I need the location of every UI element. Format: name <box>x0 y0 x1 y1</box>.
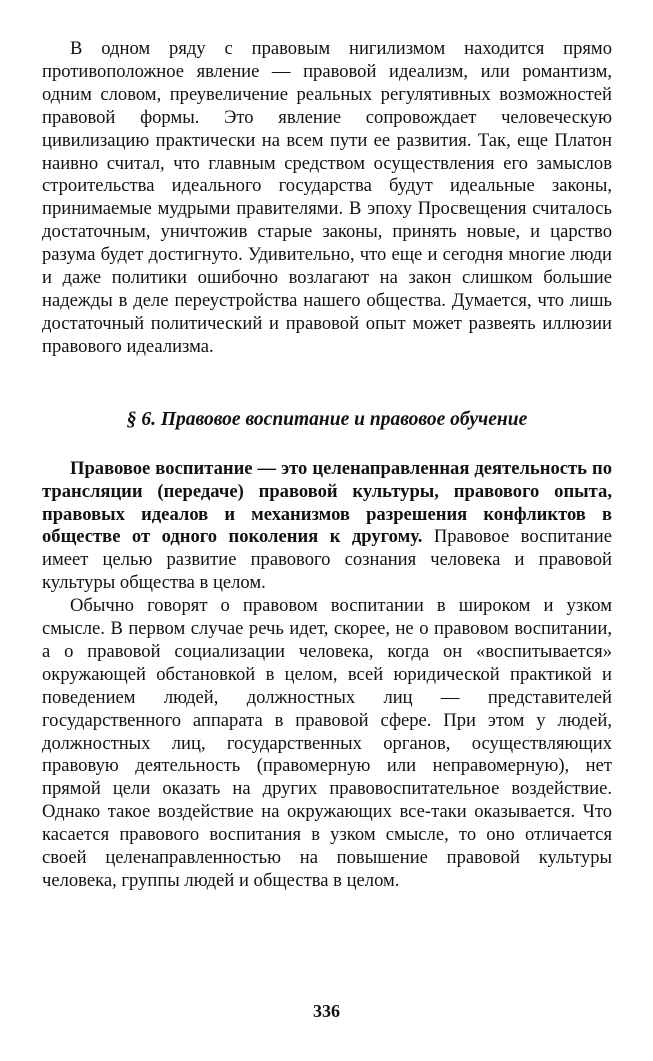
page-number: 336 <box>313 1001 340 1021</box>
section-heading: § 6. Правовое воспитание и правовое обучение <box>126 408 528 430</box>
paragraph-legal-idealism: В одном ряду с правовым нигилизмом находится прямо противоположное явление — правовой идеализм, или романтизм, одним словом, преувеличение реальных регулятивных возможностей правовой формы. Это явление сопровождает человеческую цивилизацию практически на всем пути ее развития. Так, еще Платон наивно считал, что главным средством осуществления его замыслов строительства идеального государства будут идеальные законы, принимаемые мудрыми правителями. В эпоху Просвещения считалось достаточным, уничтожив старые законы, принять новые, и царство разума будет достигнуто. Удивительно, что еще и сегодня многие люди и даже политики ошибочно возлагают на закон слишком большие надежды в деле переустройства нашего общества. Думается, что лишь достаточный политический и правовой опыт может развеять иллюзии правового идеализма. <box>42 38 612 357</box>
paragraph-broad-narrow-sense: Обычно говорят о правовом воспитании в широком и узком смысле. В первом случае речь идет, скорее, не о правовом воспитании, а о правовой социализации человека, когда он «воспитывается» окружающей обстановкой в целом, всей юридической практикой и поведением людей, должностных лиц — представителей государственного аппарата в правовой сфере. При этом у людей, должностных лиц, государственных органов, осуществляющих правовую деятельность (правомерную или неправомерную), нет прямой цели оказать на других правовоспитательное воздействие. Однако такое воздействие на окружающих все-таки оказывается. Что касается правового воспитания в узком смысле, то оно отличается своей целенаправленностью на повышение правовой культуры человека, группы людей и общества в целом. <box>42 595 612 891</box>
page-body <box>42 38 612 893</box>
definition-text: Правовое воспитание — это целенаправленная деятельность по трансляции (передаче) правовой культуры, правового опыта, правовых идеалов и механизмов разрешения конфликтов в обществе от одного поколения к другому. <box>42 457 612 548</box>
paragraph-legal-education-definition <box>42 458 612 595</box>
definition-continuation: Правовое воспитание имеет целью развитие правового сознания человека и правовой культуры общества в целом. <box>42 526 612 594</box>
